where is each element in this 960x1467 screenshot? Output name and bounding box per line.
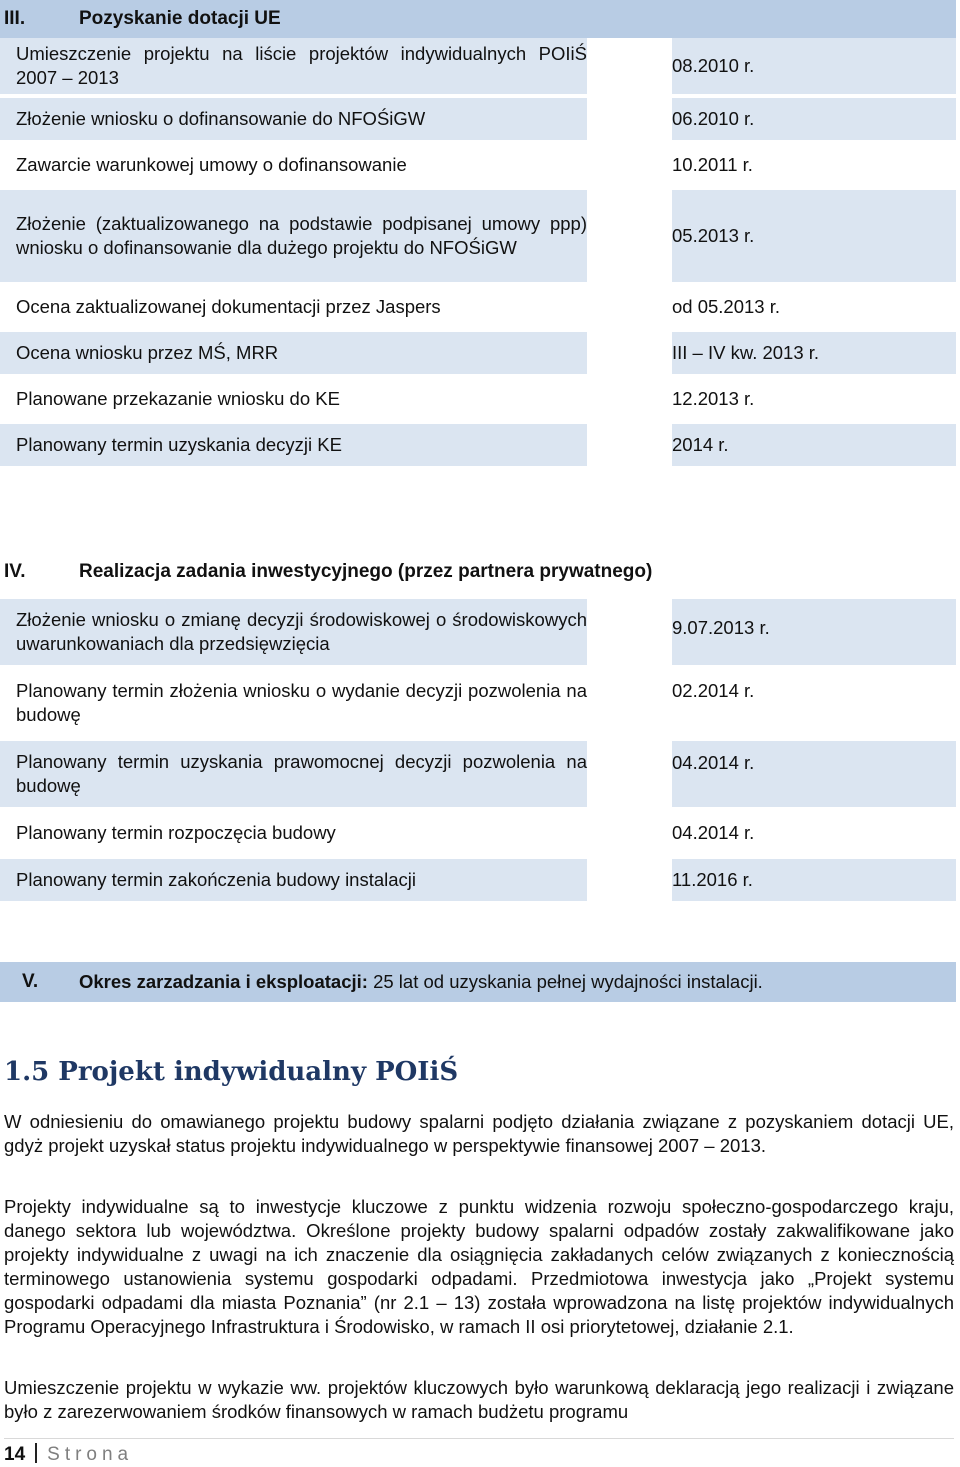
date-cell: 08.2010 r.: [672, 38, 956, 94]
table-row: [0, 811, 956, 855]
section-3-title: Pozyskanie dotacji UE: [79, 8, 281, 29]
section-4-title: Realizacja zadania inwestycyjnego (przez partnera prywatnego): [79, 561, 653, 582]
section-5-value: 25 lat od uzyskania pełnej wydajności instalacji.: [367, 971, 763, 992]
section-4-header: [0, 555, 956, 589]
date-cell: 2014 r.: [672, 424, 956, 466]
date-cell: 04.2014 r.: [672, 741, 956, 807]
footer-divider: [35, 1443, 37, 1463]
section-heading: 1.5 Projekt indywidualny POIiŚ: [4, 1057, 459, 1087]
table-row: [0, 190, 956, 282]
section-5-header: [0, 962, 956, 1002]
date-cell: 10.2011 r.: [672, 144, 956, 186]
activity-cell: Planowany termin zakończenia budowy instalacji: [0, 859, 587, 901]
activity-cell: Złożenie (zaktualizowanego na podstawie podpisanej umowy ppp) wniosku o dofinansowanie dla dużego projektu do NFOŚiGW: [0, 190, 587, 282]
activity-cell: Planowany termin uzyskania decyzji KE: [0, 424, 587, 466]
activity-cell: Planowane przekazanie wniosku do KE: [0, 378, 587, 420]
activity-cell: Zawarcie warunkowej umowy o dofinansowanie: [0, 144, 587, 186]
activity-cell: Ocena zaktualizowanej dokumentacji przez Jaspers: [0, 286, 587, 328]
date-cell: 02.2014 r.: [672, 669, 956, 737]
table-row: [0, 332, 956, 374]
table-row: [0, 38, 956, 94]
activity-cell: Planowany termin rozpoczęcia budowy: [0, 811, 587, 855]
date-cell: 12.2013 r.: [672, 378, 956, 420]
activity-cell: Złożenie wniosku o zmianę decyzji środowiskowej o środowiskowych uwarunkowaniach dla przedsięwzięcia: [0, 599, 587, 665]
date-cell: 04.2014 r.: [672, 811, 956, 855]
date-cell: III – IV kw. 2013 r.: [672, 332, 956, 374]
section-5-label: Okres zarzadzania i eksploatacji:: [79, 971, 368, 992]
date-cell: 9.07.2013 r.: [672, 599, 956, 665]
page-number: 14: [4, 1444, 26, 1465]
date-cell: 05.2013 r.: [672, 190, 956, 282]
activity-cell: Planowany termin złożenia wniosku o wydanie decyzji pozwolenia na budowę: [0, 669, 587, 737]
section-3-number: III.: [4, 8, 26, 29]
activity-cell: Złożenie wniosku o dofinansowanie do NFOŚiGW: [0, 98, 587, 140]
paragraph-2: Projekty indywidualne są to inwestycje kluczowe z punktu widzenia rozwoju społeczno-gospodarczego kraju, danego sektora lub województwa. Określone projekty budowy spalarni odpadów zostały zakwalifikowane jako projekty indywidualne z uwagi na ich znaczenie dla osiągnięcia zakładanych celów związanych z koniecznością terminowego ustanowienia systemu gospodarki odpadami. Przedmiotowa inwestycja jako „Projekt systemu gospodarki odpadami dla miasta Poznania” (nr 2.1 – 13) została wprowadzona na listę projektów indywidualnych Programu Operacyjnego Infrastruktura i Środowisko, w ramach II osi priorytetowej, działanie 2.1.: [4, 1196, 954, 1337]
table-row: [0, 741, 956, 807]
table-row: [0, 599, 956, 665]
table-row: [0, 144, 956, 186]
date-cell: 06.2010 r.: [672, 98, 956, 140]
date-cell: od 05.2013 r.: [672, 286, 956, 328]
section-3-header: [0, 0, 956, 38]
activity-cell: Ocena wniosku przez MŚ, MRR: [0, 332, 587, 374]
table-row: [0, 424, 956, 466]
section-4-schedule-table: [0, 595, 956, 905]
table-row: [0, 286, 956, 328]
date-cell: 11.2016 r.: [672, 859, 956, 901]
page-footer: [4, 1438, 954, 1466]
activity-cell: Umieszczenie projektu na liście projektów indywidualnych POIiŚ 2007 – 2013: [0, 38, 587, 94]
page-label: Strona: [47, 1444, 134, 1465]
section-3-schedule-table: [0, 34, 956, 470]
table-row: [0, 98, 956, 140]
section-4-number: IV.: [4, 561, 26, 582]
table-row: [0, 859, 956, 901]
table-row: [0, 669, 956, 737]
section-5-number: V.: [22, 971, 39, 992]
table-row: [0, 378, 956, 420]
paragraph-3: Umieszczenie projektu w wykazie ww. projektów kluczowych było warunkową deklaracją jego realizacji i związane było z zarezerwowaniem środków finansowych w ramach budżetu programu: [4, 1377, 954, 1422]
paragraph-1: W odniesieniu do omawianego projektu budowy spalarni podjęto działania związane z pozyskaniem dotacji UE, gdyż projekt uzyskał status projektu indywidualnego w perspektywie finansowej 2007 – 2013.: [4, 1111, 954, 1156]
activity-cell: Planowany termin uzyskania prawomocnej decyzji pozwolenia na budowę: [0, 741, 587, 807]
